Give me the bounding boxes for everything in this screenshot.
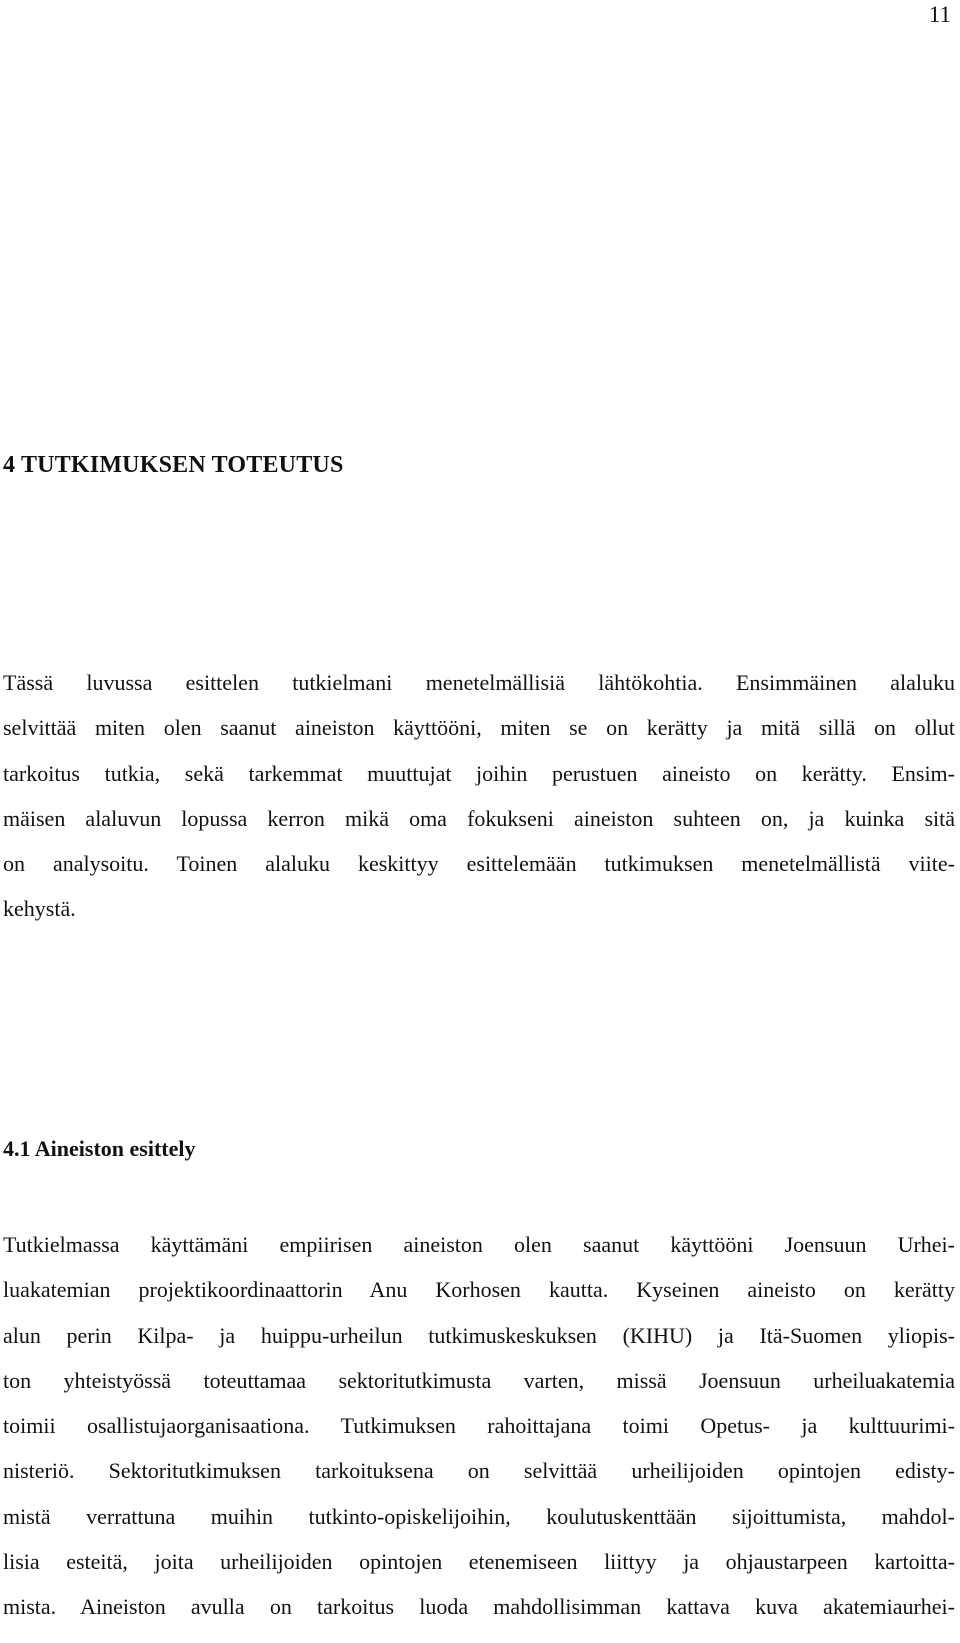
paragraph-line: mistä verrattuna muihin tutkinto-opiskelijoihin, koulutuskenttään sijoittumista, mahdol-: [3, 1503, 955, 1529]
paragraph-line: mäisen alaluvun lopussa kerron mikä oma fokukseni aineiston suhteen on, ja kuinka sitä: [3, 805, 955, 831]
paragraph-line: selvittää miten olen saanut aineiston käyttööni, miten se on kerätty ja mitä sillä on ollut: [3, 715, 955, 741]
paragraph-line: alun perin Kilpa- ja huippu-urheilun tutkimuskeskuksen (KIHU) ja Itä-Suomen yliopis-: [3, 1322, 955, 1348]
page-number: 11: [928, 2, 951, 27]
intro-paragraph: [3, 660, 955, 932]
paragraph-line: kehystä.: [3, 896, 76, 922]
paragraph-line: toimii osallistujaorganisaationa. Tutkimuksen rahoittajana toimi Opetus- ja kulttuurimi-: [3, 1413, 955, 1439]
paragraph-line: lisia esteitä, joita urheilijoiden opintojen etenemiseen liittyy ja ohjaustarpeen kartoitta-: [3, 1549, 955, 1575]
paragraph-line: ton yhteistyössä toteuttamaa sektoritutkimusta varten, missä Joensuun urheiluakatemia: [3, 1367, 955, 1393]
paragraph-line: Tässä luvussa esittelen tutkielmani menetelmällisiä lähtökohtia. Ensimmäinen alaluku: [3, 670, 955, 695]
section-heading: 4.1 Aineiston esittely: [3, 1136, 196, 1161]
section-paragraph: [3, 1222, 955, 1630]
paragraph-line: mista. Aineiston avulla on tarkoitus luoda mahdollisimman kattava kuva akatemiaurhei-: [3, 1594, 955, 1620]
paragraph-line: luakatemian projektikoordinaattorin Anu Korhosen kautta. Kyseinen aineisto on kerätty: [3, 1277, 955, 1303]
chapter-heading: 4 TUTKIMUKSEN TOTEUTUS: [3, 452, 344, 478]
paragraph-line: on analysoitu. Toinen alaluku keskittyy esittelemään tutkimuksen menetelmällistä viite-: [3, 851, 955, 877]
paragraph-line: Tutkielmassa käyttämäni empiirisen aineiston olen saanut käyttööni Joensuun Urhei-: [3, 1232, 955, 1257]
paragraph-line: nisteriö. Sektoritutkimuksen tarkoituksena on selvittää urheilijoiden opintojen edisty-: [3, 1458, 955, 1484]
paragraph-line: tarkoitus tutkia, sekä tarkemmat muuttujat joihin perustuen aineisto on kerätty. Ensim-: [3, 760, 955, 786]
